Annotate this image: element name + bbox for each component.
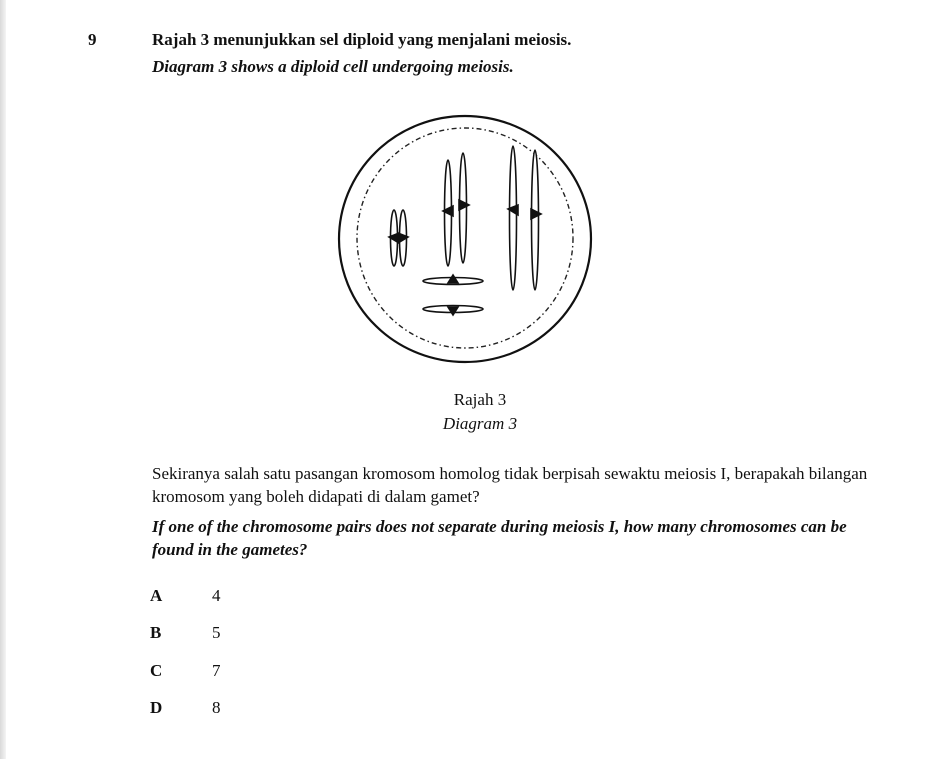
option-letter: D	[150, 698, 163, 717]
question-number: 9	[88, 30, 97, 49]
question-stem-english: Diagram 3 shows a diploid cell undergoing meiosis.	[152, 57, 514, 76]
small-chromosome-pair	[389, 210, 408, 266]
option-value: 8	[212, 698, 221, 717]
diagram-caption-english: Diagram 3	[442, 414, 518, 433]
question-text-english: If one of the chromosome pairs does not separate during meiosis I, how many chromosomes can be found in the gametes?	[152, 517, 847, 559]
option-value: 4	[212, 586, 221, 605]
option-letter: B	[150, 623, 162, 642]
diploid-cell-diagram	[330, 105, 620, 380]
page-edge	[0, 0, 6, 759]
option-letter: C	[150, 661, 163, 680]
option-value: 5	[212, 623, 221, 642]
question-text-malay: Sekiranya salah satu pasangan kromosom homolog tidak berpisah sewaktu meiosis I, berapakah bilangan kromosom yang boleh didapati di dalam gamet?	[152, 464, 868, 506]
option-letter: A	[150, 586, 163, 605]
option-value: 7	[212, 661, 221, 680]
long-chromosome-pair	[508, 146, 541, 290]
horizontal-chromosome-pair	[423, 275, 483, 315]
diagram-caption-malay: Rajah 3	[453, 390, 507, 409]
question-stem-malay: Rajah 3 menunjukkan sel diploid yang menjalani meiosis.	[152, 30, 572, 49]
medium-chromosome-pair	[443, 153, 469, 266]
